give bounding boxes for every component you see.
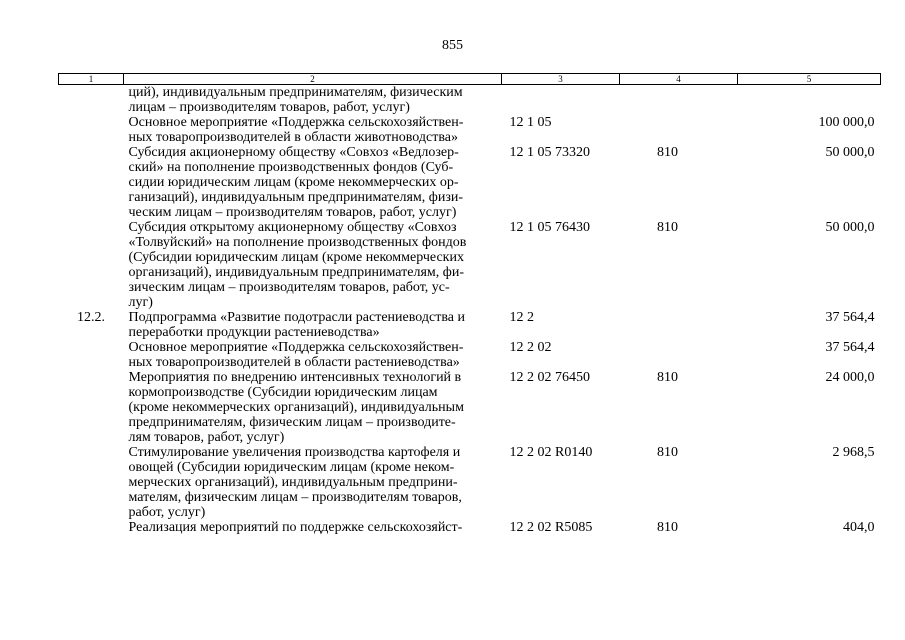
expense-type-code: 810 bbox=[657, 370, 678, 385]
description-line: Основное мероприятие «Поддержка сельскохозяйствен- bbox=[128, 115, 464, 130]
amount: 37 564,4 bbox=[825, 310, 875, 325]
item-description bbox=[124, 520, 502, 535]
description-line: мерческих организаций), индивидуальным предприни- bbox=[128, 475, 458, 490]
row-number bbox=[59, 370, 124, 445]
row-number bbox=[59, 445, 124, 520]
row-number bbox=[59, 85, 124, 116]
budget-code bbox=[502, 85, 620, 116]
description-line: ганизаций), индивидуальным предпринимателям, физи- bbox=[128, 190, 464, 205]
amount: 24 000,0 bbox=[825, 370, 875, 385]
table-row bbox=[59, 115, 881, 145]
column-number-header-row bbox=[59, 74, 881, 85]
table-row bbox=[59, 520, 881, 535]
description-line: Стимулирование увеличения производства картофеля и bbox=[128, 445, 461, 460]
budget-code: 12 2 02 R5085 bbox=[509, 520, 593, 535]
column-header-5: 5 bbox=[738, 74, 881, 85]
description-line: Субсидия открытому акционерному обществу «Совхоз bbox=[128, 220, 457, 235]
description-line: «Толвуйский» на пополнение производственных фондов bbox=[128, 235, 467, 250]
row-number bbox=[59, 220, 124, 310]
description-line: лицам – производителям товаров, работ, услуг) bbox=[128, 100, 410, 115]
table-row bbox=[59, 445, 881, 520]
expense-type-code bbox=[620, 85, 738, 116]
table-row bbox=[59, 85, 881, 116]
description-line: кормопроизводстве (Субсидии юридическим лицам bbox=[128, 385, 438, 400]
item-description bbox=[124, 85, 502, 116]
item-description bbox=[124, 370, 502, 445]
expense-type-code bbox=[620, 340, 738, 370]
description-line: работ, услуг) bbox=[128, 505, 206, 520]
description-line: Реализация мероприятий по поддержке сельскохозяйст- bbox=[128, 520, 463, 535]
amount: 50 000,0 bbox=[825, 220, 875, 235]
expense-type-code: 810 bbox=[657, 220, 678, 235]
budget-code: 12 2 02 76450 bbox=[509, 370, 590, 385]
description-line: (Субсидии юридическим лицам (кроме некоммерческих bbox=[128, 250, 464, 265]
amount: 2 968,5 bbox=[832, 445, 875, 460]
budget-code: 12 1 05 73320 bbox=[509, 145, 590, 160]
description-line: ций), индивидуальным предпринимателям, физическим bbox=[128, 85, 463, 100]
budget-code: 12 1 05 76430 bbox=[509, 220, 590, 235]
row-number: 12.2. bbox=[77, 310, 105, 325]
description-line: Подпрограмма «Развитие подотрасли растениеводства и bbox=[128, 310, 465, 325]
amount: 100 000,0 bbox=[818, 115, 875, 130]
expense-type-code: 810 bbox=[657, 145, 678, 160]
item-description bbox=[124, 340, 502, 370]
budget-table bbox=[58, 73, 881, 535]
description-line: сидии юридическим лицам (кроме некоммерческих ор- bbox=[128, 175, 459, 190]
row-number bbox=[59, 520, 124, 535]
description-line: ных товаропроизводителей в области растениеводства» bbox=[128, 355, 460, 370]
description-line: мателям, физическим лицам – производителям товаров, bbox=[128, 490, 462, 505]
expense-type-code: 810 bbox=[657, 445, 678, 460]
item-description bbox=[124, 220, 502, 310]
row-number bbox=[59, 340, 124, 370]
amount: 37 564,4 bbox=[825, 340, 875, 355]
description-line: луг) bbox=[128, 295, 153, 310]
table-row bbox=[59, 310, 881, 340]
amount bbox=[738, 85, 881, 116]
description-line: Основное мероприятие «Поддержка сельскохозяйствен- bbox=[128, 340, 464, 355]
description-line: предпринимателям, физическим лицам – производите- bbox=[128, 415, 456, 430]
row-number bbox=[59, 115, 124, 145]
description-line: организаций), индивидуальным предпринимателям, фи- bbox=[128, 265, 465, 280]
amount: 50 000,0 bbox=[825, 145, 875, 160]
expense-type-code bbox=[620, 115, 738, 145]
column-header-2: 2 bbox=[124, 74, 502, 85]
description-line: лям товаров, работ, услуг) bbox=[128, 430, 285, 445]
description-line: Мероприятия по внедрению интенсивных технологий в bbox=[128, 370, 462, 385]
row-number bbox=[59, 145, 124, 220]
budget-code: 12 2 bbox=[509, 310, 534, 325]
budget-code: 12 1 05 bbox=[509, 115, 552, 130]
table-row bbox=[59, 340, 881, 370]
description-line: переработки продукции растениеводства» bbox=[128, 325, 380, 340]
description-line: зическим лицам – производителям товаров, работ, ус- bbox=[128, 280, 450, 295]
table-body bbox=[59, 85, 881, 536]
item-description bbox=[124, 445, 502, 520]
description-line: ческим лицам – производителям товаров, работ, услуг) bbox=[128, 205, 457, 220]
description-line: ных товаропроизводителей в области животноводства» bbox=[128, 130, 458, 145]
item-description bbox=[124, 115, 502, 145]
description-line: овощей (Субсидии юридическим лицам (кроме неком- bbox=[128, 460, 455, 475]
expense-type-code bbox=[620, 310, 738, 340]
column-header-1: 1 bbox=[59, 74, 124, 85]
description-line: ский» на пополнение производственных фондов (Суб- bbox=[128, 160, 454, 175]
column-header-4: 4 bbox=[620, 74, 738, 85]
table-row bbox=[59, 145, 881, 220]
budget-code: 12 2 02 bbox=[509, 340, 552, 355]
description-line: Субсидия акционерному обществу «Совхоз «Ведлозер- bbox=[128, 145, 459, 160]
budget-code: 12 2 02 R0140 bbox=[509, 445, 593, 460]
amount: 404,0 bbox=[843, 520, 875, 535]
description-line: (кроме некоммерческих организаций), индивидуальным bbox=[128, 400, 464, 415]
item-description bbox=[124, 145, 502, 220]
table-row bbox=[59, 220, 881, 310]
item-description bbox=[124, 310, 502, 340]
expense-type-code: 810 bbox=[657, 520, 678, 535]
column-header-3: 3 bbox=[502, 74, 620, 85]
table-row bbox=[59, 370, 881, 445]
page-number: 855 bbox=[442, 38, 463, 53]
